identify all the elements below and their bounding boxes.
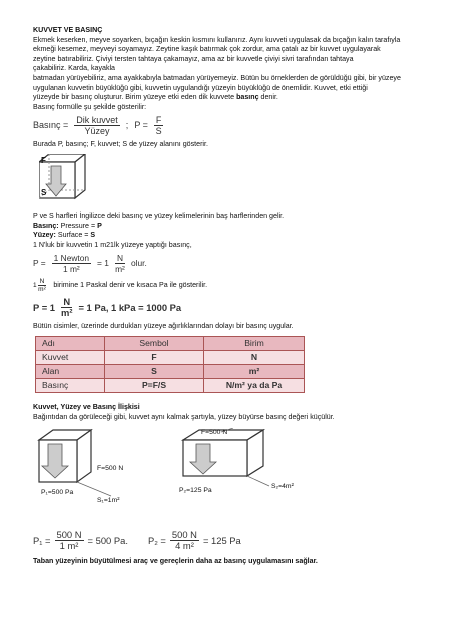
- intro-line-5: batmadan yürüyebiliriz, ama ayakkabıyla batmadan yürüyemeyiz. Bütün bu örneklerden de görüldüğü gibi, bir yüzeye: [33, 73, 401, 82]
- conclusion: Taban yüzeyinin büyütülmesi araç ve gereçlerin daha az basınç uygulamasını sağlar.: [33, 557, 318, 566]
- pressure-line: Basınç: Pressure = P: [33, 221, 102, 230]
- pascal-formula: P = 1 $\frac{N}{\text{m²}}$ = 1 Pa, 1 kPa = 1000 Pa: [33, 296, 182, 319]
- comparison-formulas: P₁ = $\frac{500 N}{\text{1 m²}}$ = 500 Pa. P₂ = $\frac{500 N}{\text{4 m²}}$ = 125 Pa: [33, 529, 241, 552]
- units-table: [35, 336, 305, 393]
- surface-line: Yüzey: Surface = S: [33, 231, 96, 240]
- section2-title: Kuvvet, Yüzey ve Basınç İlişkisi: [33, 402, 140, 411]
- intro-line-6: uygulanan kuvvetin büyüklüğü gibi, kuvvetin uygulandığı yüzeyin büyüklüğü de önemlidir. Kuvvet, etki ettiği: [33, 83, 368, 92]
- left-area-label: S₁=1m²: [97, 497, 120, 505]
- surface-label: S: [41, 187, 47, 197]
- right-force-label: F=500 N: [201, 429, 228, 437]
- intro-line-1: Ekmek keserken, meyve soyarken, bıçağın keskin kısmını kullanırız. Aynı kuvveti uygulasak da bıçağın kalın tarafıyla: [33, 35, 401, 44]
- explain-unit: 1 N'luk bir kuvvetin 1 m21lk yüzeye yaptığı basınç,: [33, 240, 192, 249]
- cube-diagram: [39, 154, 89, 202]
- force-label: F: [41, 155, 46, 165]
- table-row: Adı Sembol Birim: [36, 336, 305, 350]
- basinc-keyword: basınç: [236, 93, 259, 102]
- right-area-label: S₂=4m²: [271, 483, 294, 491]
- right-pressure-label: P₂=125 Pa: [179, 487, 212, 495]
- intro-line-7: yüzeyde bir basınç oluşturur. Birim yüzeye etki eden dik kuvvete basınç denir.: [33, 93, 278, 102]
- intro-line-8: Basınç formülle şu şekilde gösterilir:: [33, 102, 147, 111]
- intro-line-4: çakabiliriz. Karda, kayakla: [33, 64, 116, 73]
- newton-formula: P = $\frac{\text{1 Newton}}{\text{1 m²}}$ = 1 $\frac{N}{\text{m²}}$ olur.: [33, 253, 147, 275]
- left-pressure-label: P₁=500 Pa: [41, 489, 74, 497]
- table-row: Kuvvet F N: [36, 350, 305, 364]
- section2-text: Bağıntıdan da görüleceği gibi, kuvvet aynı kalmak şartıyla, yüzey büyürse basınç değeri küçülür.: [33, 412, 335, 421]
- left-force-label: F=500 N: [97, 465, 124, 473]
- explain-symbols: Burada P, basınç; F, kuvvet; S de yüzey alanını gösterir.: [33, 140, 208, 149]
- comparison-diagram: [33, 428, 433, 526]
- pressure-formula: Basınç = $\frac{\text{Dik kuvvet}}{\text{Yüzey}}$ ; P = $\frac{F}{S}$: [33, 115, 162, 137]
- intro-line-3: zeytine batırabiliriz. Çiviyi tersten tahtaya çakamayız, ama az bir kuvvetle çiviyi sivri tarafından tahtaya: [33, 54, 354, 63]
- table-row: Alan S m²: [36, 364, 305, 378]
- document-page: [33, 26, 433, 567]
- intro-line-2: ekmeği kesemez, meyveyi soyamayız. Zeytine kaşık batırmak çok zordur, ama çatalı az bir kuvvet uygulayarak: [33, 45, 381, 54]
- explain-weight: Bütün cisimler, üzerinde durdukları yüzeye ağırlıklarından dolayı bir basınç uygular.: [33, 322, 294, 331]
- paskal-line: 1 $\frac{N}{\text{m²}}$ birimine 1 Paskal denir ve kısaca Pa ile gösterilir.: [33, 278, 208, 294]
- explain-letters: P ve S harfleri İngilizce deki basınç ve yüzey kelimelerinin baş harflerinden gelir.: [33, 211, 285, 220]
- table-row: Basınç P=F/S N/m² ya da Pa: [36, 378, 305, 392]
- document-title: KUVVET VE BASINÇ: [33, 26, 103, 34]
